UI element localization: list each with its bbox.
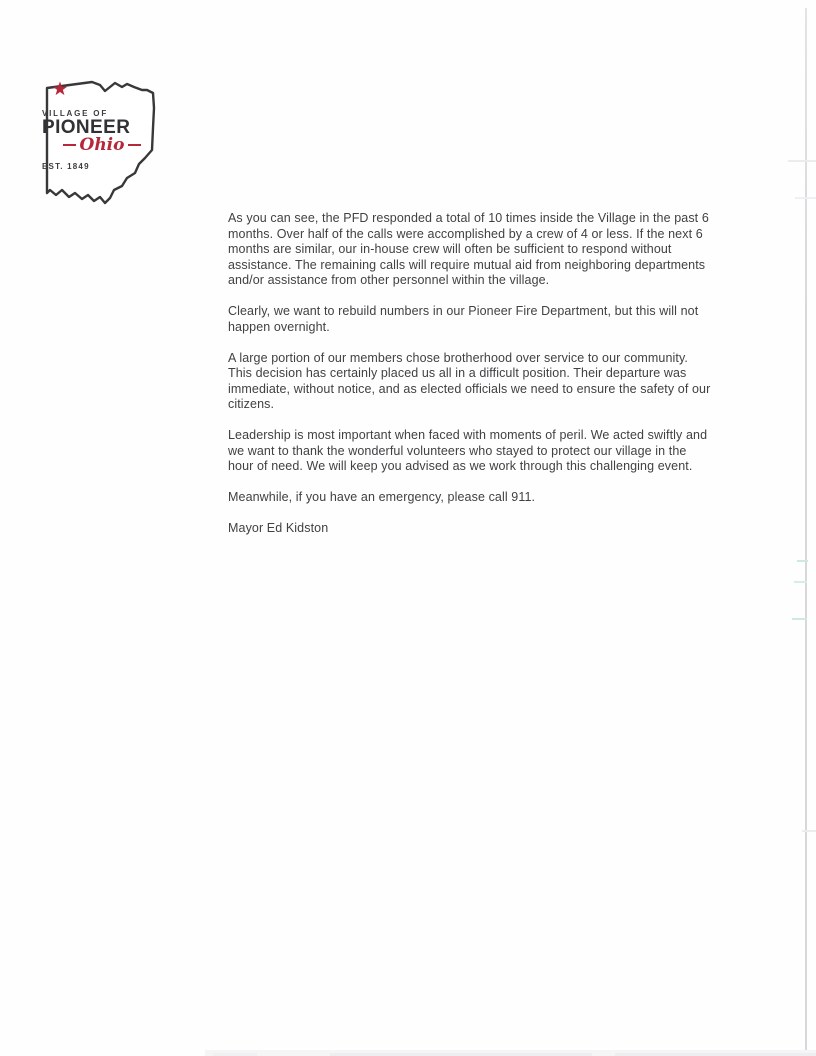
scan-bottom-edge-band xyxy=(205,1050,816,1056)
scan-edge-mark xyxy=(802,830,816,832)
scan-edge-teal-mark xyxy=(794,581,807,583)
scan-edge-teal-mark xyxy=(797,560,808,562)
village-of-pioneer-logo xyxy=(42,78,162,208)
scan-edge-teal-mark xyxy=(792,618,807,620)
logo-ohio-script-text: Ohio xyxy=(79,135,125,155)
scan-edge-mark xyxy=(788,160,816,162)
letter-paragraph-3: A large portion of our members chose brotherhood over service to our community. This decision has certainly placed us all in a difficult position. Their departure was immediate, without notice, and as elected officials we need to ensure the safety of our citizens. xyxy=(228,350,711,411)
ohio-script-dash-left xyxy=(63,144,76,146)
scan-edge-mark xyxy=(795,197,816,199)
logo-established-text: EST. 1849 xyxy=(42,162,90,171)
letter-paragraph-5: Meanwhile, if you have an emergency, please call 911. xyxy=(228,490,536,504)
logo-ohio-script-row xyxy=(42,135,162,155)
letter-paragraph-1: As you can see, the PFD responded a total of 10 times inside the Village in the past 6 months. Over half of the calls were accomplished by a crew of 4 or less. If the next 6 months are similar, our in-house crew will often be sufficient to respond without assistance. The remaining calls will require mutual aid from neighboring departments and/or assistance from other personnel within the village. xyxy=(228,211,709,287)
ohio-script-dash-right xyxy=(128,144,141,146)
signature-line: Mayor Ed Kidston xyxy=(228,521,329,535)
scan-edge-vertical-line xyxy=(805,8,807,1056)
logo-village-of-text: VILLAGE OF xyxy=(42,109,108,118)
logo-pioneer-text: PIONEER xyxy=(42,117,131,138)
letter-paragraph-2: Clearly, we want to rebuild numbers in our Pioneer Fire Department, but this will not happen overnight. xyxy=(228,304,699,334)
letter-body xyxy=(228,211,714,552)
letter-paragraph-4: Leadership is most important when faced with moments of peril. We acted swiftly and we want to thank the wonderful volunteers who stayed to protect our village in the hour of need. We will keep you advised as we work through this challenging event. xyxy=(228,428,708,473)
